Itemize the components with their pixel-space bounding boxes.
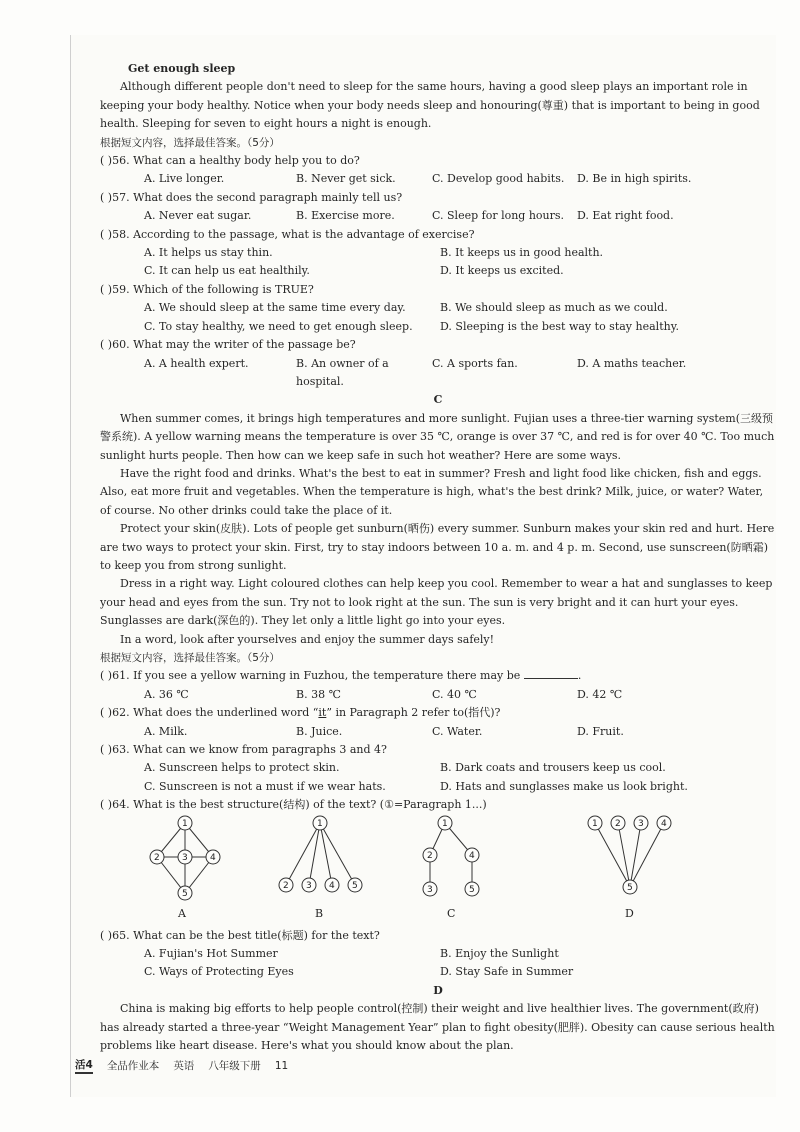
passage-c-paragraph-2: Have the right food and drinks. What's the best to eat in summer? Fresh and light food like chicken, fish and eggs. Also, eat more fruit and vegetables. When the temperature is high, what's the best drink? Milk, juice, or water? Water, of course. No other drinks could take the place of it.: [100, 466, 764, 517]
node-2: [150, 850, 164, 864]
option-c: C. Sunscreen is not a must if we wear hats.: [144, 779, 386, 793]
option-a: A. Never eat sugar.: [144, 209, 252, 223]
diagram-d-label: D: [625, 906, 634, 920]
svg-text:1: 1: [442, 818, 448, 829]
passage-c-instruction: 根据短文内容，选择最佳答案。（5分）: [100, 652, 280, 664]
option-a: A. Live longer.: [144, 172, 225, 186]
option-b: B. We should sleep as much as we could.: [440, 301, 668, 315]
footer-mark: 活4: [75, 1057, 93, 1074]
diagram-b-label: B: [315, 906, 324, 920]
svg-text:4: 4: [210, 852, 216, 863]
option-d: D. Sleeping is the best way to stay healthy.: [440, 319, 679, 333]
svg-text:1: 1: [182, 818, 188, 829]
question-stem: [100, 704, 776, 722]
footer-grade: 八年级下册: [208, 1060, 261, 1072]
svg-text:4: 4: [661, 818, 667, 829]
option-c: C. Ways of Protecting Eyes: [144, 965, 294, 979]
option-b: B. Never get sick.: [296, 172, 396, 186]
node-5: [348, 878, 362, 892]
option-d: D. A maths teacher.: [577, 356, 687, 370]
option-c: C. A sports fan.: [432, 356, 518, 370]
question-63: [100, 741, 776, 796]
node-1: [588, 816, 602, 830]
page-footer: [75, 1057, 775, 1074]
diagram-c: [420, 815, 490, 920]
svg-text:5: 5: [182, 888, 188, 899]
option-a: A. We should sleep at the same time every day.: [144, 301, 406, 315]
question-59: [100, 281, 776, 336]
question-stem: ( )60. What may the writer of the passage be?: [100, 338, 356, 352]
footer-page-number: 11: [274, 1059, 289, 1072]
node-3: [302, 878, 316, 892]
svg-text:2: 2: [427, 850, 433, 861]
passage-c-label: C: [433, 393, 443, 407]
question-60: [100, 336, 776, 391]
svg-text:3: 3: [182, 852, 188, 863]
question-stem: ( )57. What does the second paragraph mainly tell us?: [100, 190, 403, 204]
svg-text:3: 3: [638, 818, 644, 829]
question-stem-end: .: [577, 669, 582, 683]
option-b: B. 38 ℃: [296, 687, 341, 701]
diagram-a-label: A: [178, 906, 186, 920]
node-1: [313, 816, 327, 830]
structure-diagrams: [130, 815, 776, 927]
question-stem: ( )58. According to the passage, what is the advantage of exercise?: [100, 227, 475, 241]
node-5: [623, 880, 637, 894]
svg-text:1: 1: [317, 818, 323, 829]
page-content: [100, 60, 776, 1056]
diagram-a: [140, 815, 230, 920]
diagram-c-label: C: [447, 906, 456, 920]
question-65: [100, 927, 776, 982]
passage-b-heading: Get enough sleep: [128, 62, 236, 75]
node-4: [206, 850, 220, 864]
option-d: D. Stay Safe in Summer: [440, 965, 574, 979]
node-2: [423, 848, 437, 862]
option-c: C. Water.: [432, 724, 483, 738]
answer-blank[interactable]: [524, 668, 578, 679]
node-3: [634, 816, 648, 830]
passage-d-paragraph: China is making big efforts to help people control(控制) their weight and live healthier lives. The government(政府) has already started a three-year “Weight Management Year” plan to fight obesity(肥胖). Obesity can cause serious health problems like heart disease. Here's what you should know about the plan.: [100, 1002, 775, 1053]
node-1: [438, 816, 452, 830]
option-b: B. Enjoy the Sunlight: [440, 947, 559, 961]
option-a: A. Milk.: [144, 724, 188, 738]
question-stem-part: ” in Paragraph 2 refer to(指代)?: [326, 706, 501, 720]
option-d: D. 42 ℃: [577, 687, 623, 701]
diagram-d-graph: [585, 815, 685, 907]
question-stem: ( )65. What can be the best title(标题) for the text?: [100, 928, 380, 942]
option-c: C. 40 ℃: [432, 687, 477, 701]
question-stem: [100, 667, 776, 685]
diagram-c-graph: [420, 815, 490, 907]
option-a: A. It helps us stay thin.: [144, 246, 273, 260]
underlined-word: it: [318, 706, 327, 720]
svg-text:5: 5: [469, 884, 475, 895]
diagram-d: [585, 815, 685, 920]
question-58: [100, 226, 776, 281]
option-c: C. Develop good habits.: [432, 172, 565, 186]
node-2: [611, 816, 625, 830]
question-stem-part: ( )62. What does the underlined word “: [100, 706, 319, 720]
option-d: D. Hats and sunglasses make us look bright.: [440, 779, 688, 793]
option-b: B. An owner of a hospital.: [296, 356, 389, 388]
node-4: [465, 848, 479, 862]
node-4: [657, 816, 671, 830]
option-b: B. It keeps us in good health.: [440, 246, 604, 260]
footer-book: 全品作业本: [106, 1060, 160, 1072]
option-b: B. Exercise more.: [296, 209, 395, 223]
option-d: D. Eat right food.: [577, 209, 674, 223]
option-a: A. Fujian's Hot Summer: [144, 947, 278, 961]
svg-text:2: 2: [615, 818, 621, 829]
passage-c-paragraph-1: When summer comes, it brings high temperatures and more sunlight. Fujian uses a three-tier warning system(三级预警系统). A yellow warning means the temperature is over 35 ℃, orange is over 37 ℃, and red is for over 40 ℃. Too much sunlight hurts people. Then how can we keep safe in such hot weather? Here are some ways.: [100, 411, 775, 462]
option-c: C. To stay healthy, we need to get enough sleep.: [144, 319, 413, 333]
option-d: D. Fruit.: [577, 724, 624, 738]
node-5: [178, 886, 192, 900]
question-62: [100, 704, 776, 741]
svg-text:3: 3: [306, 880, 312, 891]
question-stem: ( )56. What can a healthy body help you to do?: [100, 154, 360, 168]
question-stem: ( )59. Which of the following is TRUE?: [100, 282, 314, 296]
svg-text:5: 5: [352, 880, 358, 891]
option-a: A. A health expert.: [144, 356, 249, 370]
question-64: [100, 796, 776, 926]
diagram-b: [275, 815, 371, 920]
passage-b-instruction: 根据短文内容，选择最佳答案。（5分）: [100, 136, 280, 149]
option-a: A. 36 ℃: [144, 687, 189, 701]
question-stem-text: ( )61. If you see a yellow warning in Fuzhou, the temperature there may be: [100, 669, 521, 683]
question-61: [100, 667, 776, 704]
option-c: C. It can help us eat healthily.: [144, 264, 310, 278]
node-5: [465, 882, 479, 896]
passage-c-paragraph-3: Protect your skin(皮肤). Lots of people get sunburn(晒伤) every summer. Sunburn makes your skin red and hurt. Here are two ways to protect your skin. First, try to stay indoors between 10 a. m. and 4 p. m. Second, use sunscreen(防晒霜) to keep you from strong sunlight.: [100, 522, 775, 572]
question-56: [100, 152, 776, 189]
question-57: [100, 189, 776, 226]
passage-c-paragraph-4: Dress in a right way. Light coloured clothes can help keep you cool. Remember to wear a hat and sunglasses to keep your head and eyes from the sun. Try not to look right at the sun. The sun is very bright and it can hurt your eyes. Sunglasses are dark(深色的). They let only a little light go into your eyes.: [100, 577, 773, 628]
passage-d-label: D: [433, 983, 443, 997]
svg-text:1: 1: [592, 818, 598, 829]
option-a: A. Sunscreen helps to protect skin.: [144, 761, 340, 775]
question-stem: ( )63. What can we know from paragraphs 3 and 4?: [100, 743, 387, 757]
svg-text:4: 4: [469, 850, 475, 861]
passage-b-paragraph: Although different people don't need to sleep for the same hours, having a good sleep plays an important role in keeping your body healthy. Notice when your body needs sleep and honouring(尊重) that is important to being in good health. Sleeping for seven to eight hours a night is enough.: [100, 80, 760, 131]
option-d: D. Be in high spirits.: [577, 172, 692, 186]
option-d: D. It keeps us excited.: [440, 264, 564, 278]
option-b: B. Juice.: [296, 724, 343, 738]
passage-c-paragraph-5: In a word, look after yourselves and enjoy the summer days safely!: [120, 632, 495, 646]
diagram-b-graph: [275, 815, 371, 907]
node-4: [325, 878, 339, 892]
node-1: [178, 816, 192, 830]
node-2: [279, 878, 293, 892]
node-3: [423, 882, 437, 896]
svg-text:3: 3: [427, 884, 433, 895]
svg-text:4: 4: [329, 880, 335, 891]
diagram-a-graph: [140, 815, 230, 907]
option-c: C. Sleep for long hours.: [432, 209, 565, 223]
node-3: [178, 850, 192, 864]
svg-text:2: 2: [283, 880, 289, 891]
svg-text:5: 5: [627, 882, 633, 893]
footer-subject: 英语: [173, 1060, 195, 1072]
question-stem: ( )64. What is the best structure(结构) of the text? (①=Paragraph 1...): [100, 798, 487, 812]
option-b: B. Dark coats and trousers keep us cool.: [440, 761, 666, 775]
svg-text:2: 2: [154, 852, 160, 863]
